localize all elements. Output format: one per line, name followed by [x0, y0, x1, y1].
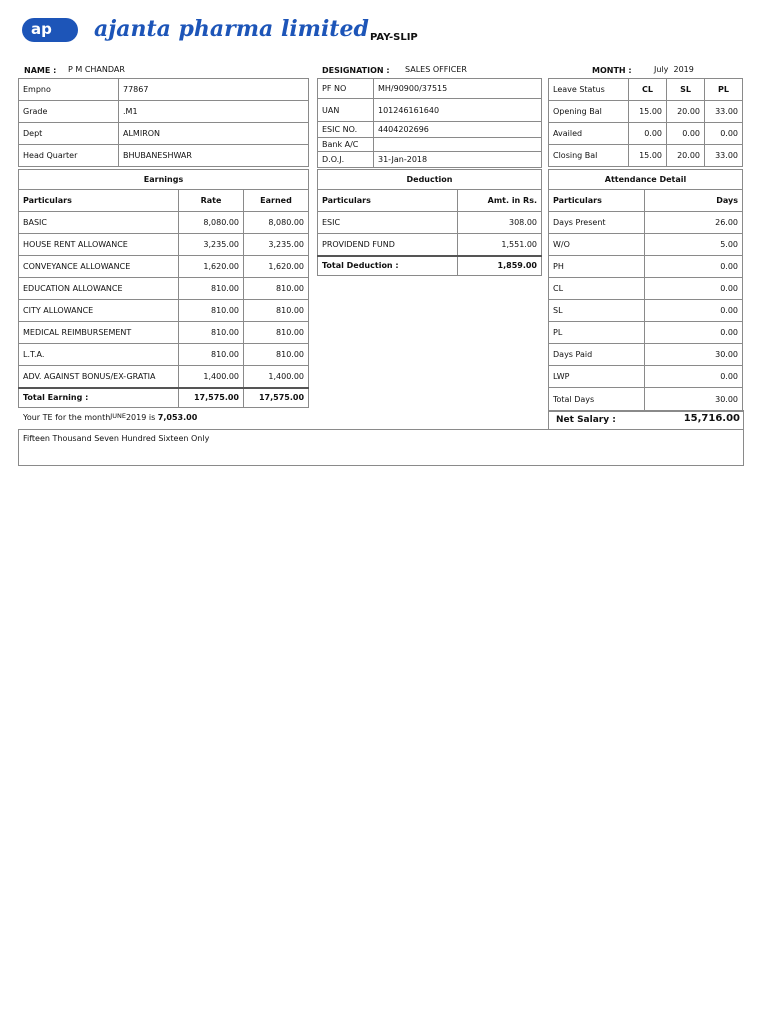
table-row [19, 170, 309, 190]
deduction-name: PROVIDEND FUND [318, 234, 458, 256]
table-row [318, 122, 542, 138]
info-label: Empno [19, 79, 119, 101]
info-value: 101246161640 [374, 99, 542, 122]
attendance-name: Total Days [549, 388, 645, 412]
table-row [318, 138, 542, 152]
earning-rate: 1,620.00 [179, 256, 244, 278]
table-row [19, 212, 309, 234]
amount-in-words: Fifteen Thousand Seven Hundred Sixteen Only [23, 434, 210, 443]
leave-value: 15.00 [629, 101, 667, 123]
total-deduction-label: Total Deduction : [318, 256, 458, 276]
earning-earned: 8,080.00 [244, 212, 309, 234]
deduction-amount: 308.00 [458, 212, 542, 234]
table-row [549, 79, 743, 101]
column-header: Rate [179, 190, 244, 212]
total-earning-rate: 17,575.00 [179, 388, 244, 408]
earning-name: CONVEYANCE ALLOWANCE [19, 256, 179, 278]
info-label: Head Quarter [19, 145, 119, 167]
table-row [318, 152, 542, 168]
attendance-days: 26.00 [645, 212, 743, 234]
table-row [19, 388, 309, 408]
info-value: 31-Jan-2018 [374, 152, 542, 168]
attendance-title: Attendance Detail [549, 170, 743, 190]
attendance-name: SL [549, 300, 645, 322]
table-row [549, 344, 743, 366]
table-row [318, 212, 542, 234]
table-row [549, 101, 743, 123]
designation-value: SALES OFFICER [405, 65, 467, 74]
column-header: Earned [244, 190, 309, 212]
leave-label: Availed [549, 123, 629, 145]
amount-in-words-box [18, 429, 744, 466]
leave-value: 0.00 [629, 123, 667, 145]
leave-value: 20.00 [667, 145, 705, 167]
table-row [318, 256, 542, 276]
leave-label: Opening Bal [549, 101, 629, 123]
info-label: ESIC NO. [318, 122, 374, 138]
earning-rate: 810.00 [179, 322, 244, 344]
earnings-table [18, 169, 309, 408]
earning-earned: 810.00 [244, 278, 309, 300]
info-value: 4404202696 [374, 122, 542, 138]
table-row [19, 145, 309, 167]
info-label: D.O.J. [318, 152, 374, 168]
total-earning-label: Total Earning : [19, 388, 179, 408]
table-row [549, 278, 743, 300]
earning-earned: 810.00 [244, 300, 309, 322]
column-header: Particulars [19, 190, 179, 212]
leave-value: 15.00 [629, 145, 667, 167]
table-row [549, 388, 743, 412]
leave-value: 33.00 [705, 101, 743, 123]
info-label: PF NO [318, 79, 374, 99]
table-row [19, 101, 309, 123]
earning-name: CITY ALLOWANCE [19, 300, 179, 322]
table-row [19, 190, 309, 212]
earning-name: HOUSE RENT ALLOWANCE [19, 234, 179, 256]
deduction-amount: 1,551.00 [458, 234, 542, 256]
column-header: Days [645, 190, 743, 212]
table-row [19, 322, 309, 344]
attendance-name: CL [549, 278, 645, 300]
table-row [19, 300, 309, 322]
table-row [549, 366, 743, 388]
net-salary-box [548, 410, 744, 430]
month-value: July 2019 [654, 65, 694, 74]
info-value: 77867 [119, 79, 309, 101]
table-row [19, 256, 309, 278]
earning-rate: 810.00 [179, 278, 244, 300]
deduction-title: Deduction [318, 170, 542, 190]
table-row [19, 366, 309, 388]
attendance-name: PH [549, 256, 645, 278]
designation-label: DESIGNATION : [322, 66, 390, 75]
table-row [549, 212, 743, 234]
info-label: Dept [19, 123, 119, 145]
statutory-info-table [317, 78, 542, 168]
earning-name: BASIC [19, 212, 179, 234]
earning-earned: 3,235.00 [244, 234, 309, 256]
attendance-days: 5.00 [645, 234, 743, 256]
leave-status-table [548, 78, 743, 167]
logo-text: ap [31, 20, 52, 38]
table-row [549, 170, 743, 190]
earning-name: EDUCATION ALLOWANCE [19, 278, 179, 300]
total-earning-earned: 17,575.00 [244, 388, 309, 408]
net-salary-label: Net Salary : [556, 415, 616, 425]
earning-earned: 1,400.00 [244, 366, 309, 388]
info-value: ALMIRON [119, 123, 309, 145]
net-salary-value: 15,716.00 [683, 413, 740, 424]
table-row [549, 256, 743, 278]
table-row [19, 234, 309, 256]
column-header: Particulars [318, 190, 458, 212]
table-row [549, 145, 743, 167]
attendance-days: 0.00 [645, 300, 743, 322]
deduction-table [317, 169, 542, 276]
info-label: Bank A/C [318, 138, 374, 152]
leave-value: 0.00 [705, 123, 743, 145]
leave-value: 0.00 [667, 123, 705, 145]
earning-name: MEDICAL REIMBURSEMENT [19, 322, 179, 344]
earning-rate: 810.00 [179, 344, 244, 366]
table-row [19, 278, 309, 300]
leave-header: Leave Status [549, 79, 629, 101]
name-label: NAME : [24, 66, 57, 75]
earning-rate: 3,235.00 [179, 234, 244, 256]
attendance-days: 0.00 [645, 366, 743, 388]
leave-header: SL [667, 79, 705, 101]
attendance-days: 0.00 [645, 322, 743, 344]
info-value: BHUBANESHWAR [119, 145, 309, 167]
attendance-days: 30.00 [645, 344, 743, 366]
info-value: .M1 [119, 101, 309, 123]
attendance-table [548, 169, 743, 412]
page-title: PAY-SLIP [370, 32, 418, 43]
te-note: Your TE for the month$^{JUNE}$2019 is 7,053.00 [23, 412, 198, 422]
earning-rate: 1,400.00 [179, 366, 244, 388]
earning-rate: 810.00 [179, 300, 244, 322]
table-row [549, 322, 743, 344]
total-deduction-amount: 1,859.00 [458, 256, 542, 276]
table-row [318, 170, 542, 190]
table-row [19, 344, 309, 366]
earning-earned: 810.00 [244, 322, 309, 344]
table-row [549, 123, 743, 145]
employee-name: P M CHANDAR [68, 65, 125, 74]
earnings-title: Earnings [19, 170, 309, 190]
earning-rate: 8,080.00 [179, 212, 244, 234]
attendance-name: Days Present [549, 212, 645, 234]
column-header: Particulars [549, 190, 645, 212]
earning-name: L.T.A. [19, 344, 179, 366]
leave-value: 33.00 [705, 145, 743, 167]
table-row [549, 300, 743, 322]
earning-earned: 810.00 [244, 344, 309, 366]
leave-value: 20.00 [667, 101, 705, 123]
employee-info-table [18, 78, 309, 167]
table-row [549, 190, 743, 212]
company-logo-icon [22, 18, 78, 42]
info-label: Grade [19, 101, 119, 123]
table-row [318, 190, 542, 212]
leave-header: PL [705, 79, 743, 101]
table-row [549, 234, 743, 256]
info-value [374, 138, 542, 152]
column-header: Amt. in Rs. [458, 190, 542, 212]
deduction-name: ESIC [318, 212, 458, 234]
attendance-days: 0.00 [645, 256, 743, 278]
attendance-name: Days Paid [549, 344, 645, 366]
info-value: MH/90900/37515 [374, 79, 542, 99]
attendance-name: LWP [549, 366, 645, 388]
attendance-name: PL [549, 322, 645, 344]
table-row [318, 99, 542, 122]
company-name: ajanta pharma limited [94, 16, 369, 42]
earning-name: ADV. AGAINST BONUS/EX-GRATIA [19, 366, 179, 388]
leave-header: CL [629, 79, 667, 101]
earning-earned: 1,620.00 [244, 256, 309, 278]
table-row [19, 79, 309, 101]
info-label: UAN [318, 99, 374, 122]
table-row [318, 234, 542, 256]
attendance-days: 0.00 [645, 278, 743, 300]
leave-label: Closing Bal [549, 145, 629, 167]
table-row [318, 79, 542, 99]
attendance-days: 30.00 [645, 388, 743, 412]
attendance-name: W/O [549, 234, 645, 256]
table-row [19, 123, 309, 145]
month-label: MONTH : [592, 66, 632, 75]
